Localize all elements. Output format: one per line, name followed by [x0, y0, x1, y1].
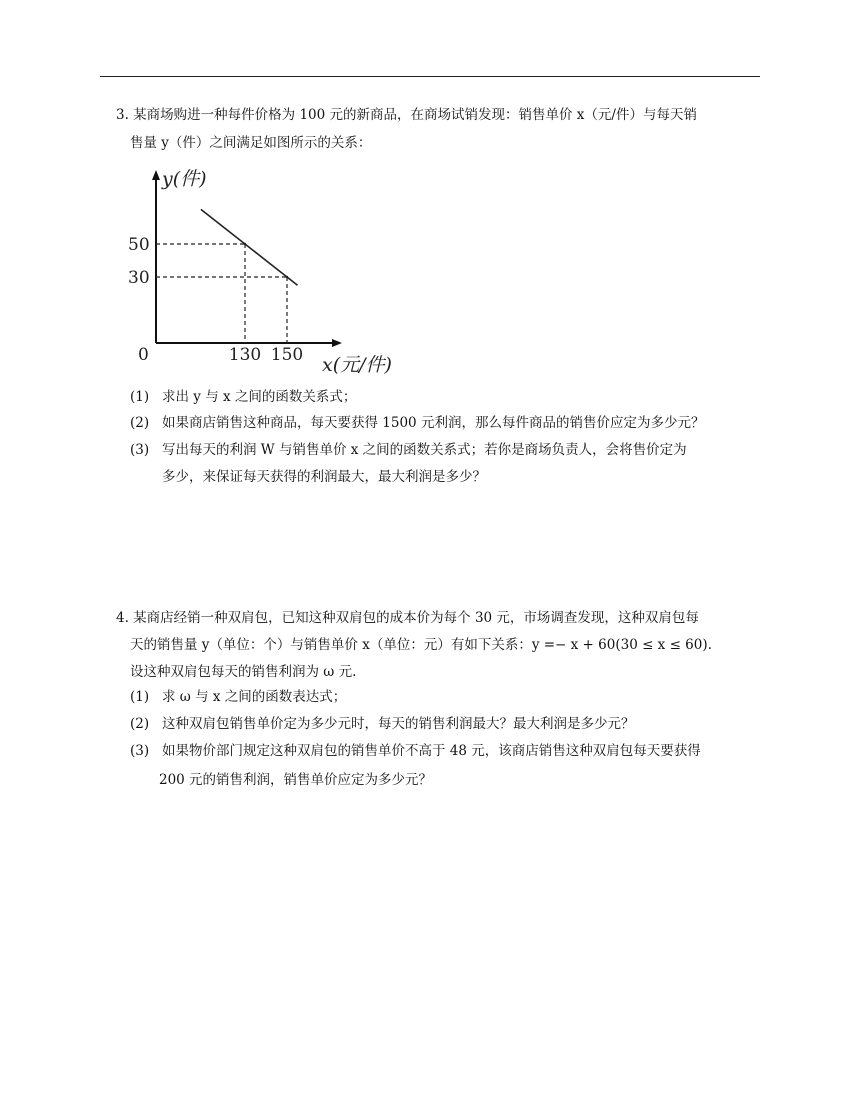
q4-stem-line1: 4. 某商店经销一种双肩包，已知这种双肩包的成本价为每个 30 元，市场调查发现，这种双肩包每: [116, 610, 699, 626]
q4-sub3: [130, 742, 701, 760]
x-axis-label: x(元/件): [322, 354, 392, 376]
data-point-150: [286, 276, 288, 278]
x-tick-label-130: 130: [228, 345, 262, 365]
q4-stem-line2: 天的销售量 y（单位：个）与销售单价 x（单位：元）有如下关系：y =− x + 60(30 ≤ x ≤ 60).: [130, 637, 712, 653]
q3-sub2: [130, 414, 704, 432]
q3-sub2-text: 如果商店销售这种商品，每天要获得 1500 元利润，那么每件商品的销售价应定为多少元？: [162, 415, 705, 431]
q3-sub1: [130, 388, 356, 406]
q4-sub2: [130, 715, 635, 733]
origin-label: 0: [138, 345, 149, 365]
demand-line: [201, 209, 298, 285]
q3-graph: [118, 162, 418, 382]
x-axis-arrow: [332, 339, 342, 347]
q3-sub1-text: 求出 y 与 x 之间的函数关系式；: [162, 389, 357, 405]
x-tick-label-150: 150: [270, 345, 304, 365]
q3-sub3-text-line1: 写出每天的利润 W 与销售单价 x 之间的函数关系式；若你是商场负责人，会将售价定为: [162, 442, 687, 458]
y-axis-label: y(件): [162, 168, 207, 190]
q4-sub3-text-line1: 如果物价部门规定这种双肩包的销售单价不高于 48 元，该商店销售这种双肩包每天要获得: [162, 743, 701, 759]
q3-sub1-number: (1): [130, 389, 150, 405]
q3-stem-line2: 售量 y（件）之间满足如图所示的关系：: [130, 135, 372, 151]
q4-sub3-number: (3): [130, 743, 150, 759]
q3-sub3: [130, 441, 687, 459]
q4-sub1-text: 求 ω 与 x 之间的函数表达式；: [162, 689, 347, 705]
q4-sub2-text: 这种双肩包销售单价定为多少元时，每天的销售利润最大？最大利润是多少元？: [162, 716, 635, 732]
y-tick-label-30: 30: [128, 268, 150, 288]
data-point-130: [244, 243, 246, 245]
q3-sub2-number: (2): [130, 415, 150, 431]
y-tick-label-50: 50: [128, 235, 150, 255]
q4-sub3-text-line2: 200 元的销售利润，销售单价应定为多少元？: [159, 772, 433, 788]
q4-sub1-number: (1): [130, 689, 150, 705]
q4-sub2-number: (2): [130, 716, 150, 732]
q4-sub1: [130, 688, 346, 706]
q3-sub3-number: (3): [130, 442, 150, 458]
q3-sub3-text-line2: 多少，来保证每天获得的利润最大，最大利润是多少？: [162, 469, 486, 485]
header-rule: [100, 76, 760, 77]
q3-stem-line1: 3. 某商场购进一种每件价格为 100 元的新商品，在商场试销发现：销售单价 x（元/件）与每天销: [116, 107, 697, 123]
y-axis-arrow: [152, 170, 160, 180]
q4-stem-line3: 设这种双肩包每天的销售利润为 ω 元.: [130, 664, 357, 680]
